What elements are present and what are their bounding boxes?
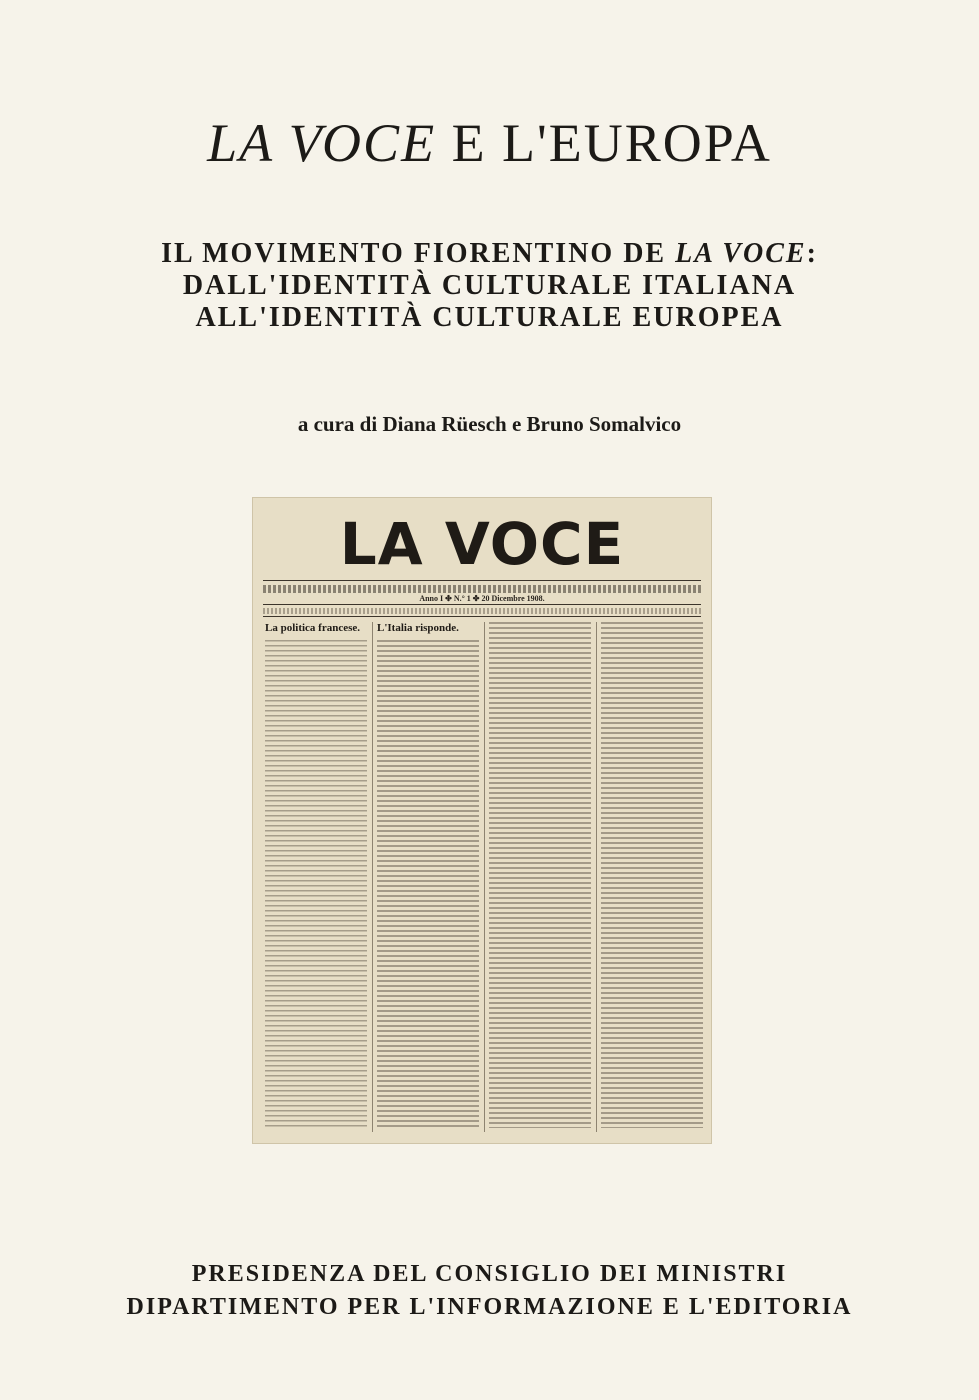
newspaper-column-4	[601, 622, 703, 1132]
publisher	[0, 1258, 979, 1324]
contents-rule	[263, 616, 701, 617]
subtitle-line-1	[0, 238, 979, 270]
column-1-headline: La politica francese.	[265, 622, 361, 634]
subtitle-line-2: DALL'IDENTITÀ CULTURALE ITALIANA	[182, 270, 797, 301]
contents-strip	[263, 608, 701, 614]
subtitle-line-1-suffix: :	[806, 238, 818, 269]
masthead-info-text	[263, 585, 701, 593]
subtitle-line-1-italic: LA VOCE	[675, 238, 807, 269]
column-4-text	[601, 622, 703, 1128]
column-separator	[596, 622, 597, 1132]
column-2-headline: L'Italia risponde.	[377, 622, 459, 634]
newspaper-facsimile	[253, 498, 711, 1143]
book-title	[0, 112, 979, 174]
subtitle-line-3: ALL'IDENTITÀ CULTURALE EUROPEA	[195, 302, 784, 333]
column-separator	[372, 622, 373, 1132]
book-title-rest: E L'EUROPA	[436, 113, 772, 173]
issue-rule	[263, 604, 701, 605]
issue-line: Anno I ✤ N.° 1 ✤ 20 Dicembre 1908.	[419, 594, 545, 603]
newspaper-column-3	[489, 622, 591, 1132]
book-subtitle	[0, 238, 979, 334]
publisher-line-2: DIPARTIMENTO PER L'INFORMAZIONE E L'EDITORIA	[126, 1294, 853, 1320]
newspaper-masthead: LA VOCE	[339, 510, 625, 578]
publisher-line-1: PRESIDENZA DEL CONSIGLIO DEI MINISTRI	[191, 1261, 788, 1287]
column-2-text	[377, 640, 479, 1128]
subtitle-line-1-prefix: IL MOVIMENTO FIORENTINO DE	[161, 238, 676, 269]
newspaper-column-1	[265, 622, 367, 1132]
masthead-rule	[263, 580, 701, 581]
newspaper-column-2	[377, 622, 479, 1132]
book-title-italic: LA VOCE	[207, 113, 437, 173]
editors-credit: a cura di Diana Rüesch e Bruno Somalvico	[297, 412, 682, 436]
column-1-text	[265, 640, 367, 1128]
column-separator	[484, 622, 485, 1132]
column-3-text	[489, 622, 591, 1128]
